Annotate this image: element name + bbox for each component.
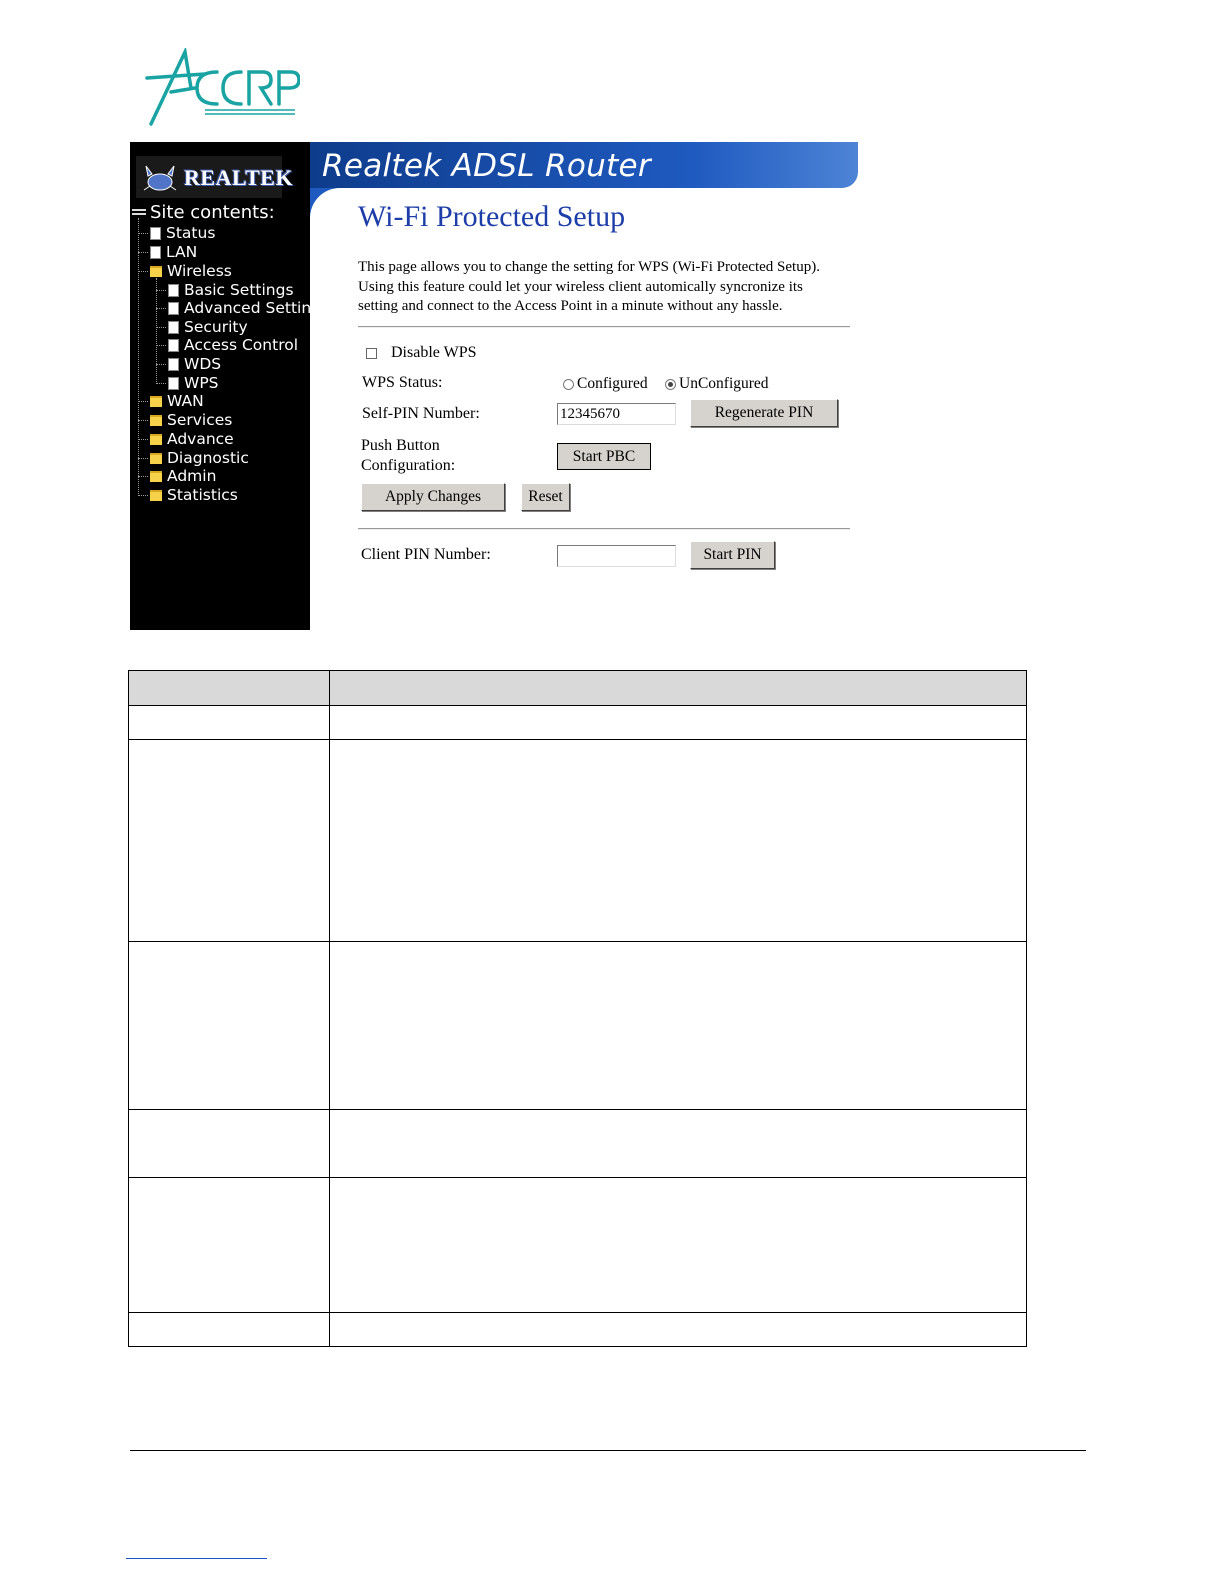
banner-curve bbox=[310, 188, 340, 218]
status-configured-radio[interactable] bbox=[563, 379, 574, 390]
crab-icon bbox=[140, 160, 180, 196]
document-icon bbox=[168, 377, 179, 390]
client-pin-input[interactable] bbox=[557, 545, 676, 567]
folder-icon bbox=[150, 434, 162, 445]
sidebar-item-services[interactable]: Services bbox=[138, 411, 232, 429]
folder-icon bbox=[150, 453, 162, 464]
site-contents-heading bbox=[132, 202, 275, 223]
document-icon bbox=[150, 246, 161, 259]
sidebar-item-security[interactable]: Security bbox=[156, 318, 248, 336]
document-icon bbox=[150, 227, 161, 240]
sidebar-item-status[interactable]: Status bbox=[138, 224, 215, 242]
sidebar-item-lan[interactable]: LAN bbox=[138, 243, 197, 261]
tree-root-icon bbox=[132, 207, 146, 219]
table-row bbox=[129, 1110, 1027, 1178]
start-pbc-button[interactable]: Start PBC bbox=[557, 443, 651, 470]
sidebar-item-admin[interactable]: Admin bbox=[138, 467, 216, 485]
table-row bbox=[129, 1178, 1027, 1313]
table-row bbox=[129, 1313, 1027, 1347]
divider bbox=[358, 528, 850, 530]
realtek-logo-text: REALTEK bbox=[184, 165, 294, 190]
folder-icon bbox=[150, 396, 162, 407]
pbc-label-line2: Configuration: bbox=[361, 457, 456, 474]
folder-icon bbox=[150, 490, 162, 501]
document-icon bbox=[168, 339, 179, 352]
page-description: This page allows you to change the setting for WPS (Wi-Fi Protected Setup). Using this feature could let your wireless client automically syncronize its setting and connect to the Access Point in a minute without any hassle. bbox=[358, 259, 820, 314]
site-contents-label: Site contents: bbox=[150, 202, 275, 223]
status-unconfigured-radio[interactable] bbox=[665, 379, 676, 390]
realtek-logo bbox=[136, 156, 294, 198]
footer-rule bbox=[130, 1450, 1086, 1451]
page-title: Wi-Fi Protected Setup bbox=[358, 200, 626, 233]
client-pin-label: Client PIN Number: bbox=[361, 546, 491, 563]
disable-wps-label: Disable WPS bbox=[391, 344, 477, 361]
status-unconfigured-label: UnConfigured bbox=[679, 375, 769, 392]
start-pin-button[interactable]: Start PIN bbox=[690, 541, 775, 569]
folder-icon bbox=[150, 471, 162, 482]
self-pin-label: Self-PIN Number: bbox=[362, 405, 480, 422]
self-pin-input[interactable] bbox=[557, 403, 676, 425]
sidebar-item-access-control[interactable]: Access Control bbox=[156, 336, 298, 354]
divider bbox=[358, 326, 850, 328]
status-configured-label: Configured bbox=[577, 375, 648, 392]
document-icon bbox=[168, 284, 179, 297]
router-screenshot bbox=[130, 142, 858, 630]
sidebar-item-statistics[interactable]: Statistics bbox=[138, 486, 238, 504]
folder-icon bbox=[150, 415, 162, 426]
wps-status-label: WPS Status: bbox=[362, 374, 443, 391]
document-icon bbox=[168, 321, 179, 334]
table-row bbox=[129, 740, 1027, 942]
sidebar-item-diagnostic[interactable]: Diagnostic bbox=[138, 449, 249, 467]
sidebar-item-advanced-setting[interactable]: Advanced Setting bbox=[156, 299, 321, 317]
sidebar-item-basic-settings[interactable]: Basic Settings bbox=[156, 281, 294, 299]
sidebar-item-wan[interactable]: WAN bbox=[138, 392, 204, 410]
table-header-row bbox=[129, 671, 1027, 706]
document-icon bbox=[168, 358, 179, 371]
document-icon bbox=[168, 302, 179, 315]
field-description-table bbox=[128, 670, 1027, 1347]
sidebar-item-wireless[interactable]: Wireless bbox=[138, 262, 232, 280]
sidebar-item-wps[interactable]: WPS bbox=[156, 374, 219, 392]
sidebar-item-wds[interactable]: WDS bbox=[156, 355, 221, 373]
sidebar-item-advance[interactable]: Advance bbox=[138, 430, 234, 448]
table-row bbox=[129, 706, 1027, 740]
footer-link-underline[interactable] bbox=[126, 1558, 267, 1559]
acorp-logo bbox=[145, 48, 300, 128]
folder-open-icon bbox=[150, 266, 162, 277]
apply-changes-button[interactable]: Apply Changes bbox=[361, 483, 505, 511]
pbc-label-line1: Push Button bbox=[361, 437, 440, 454]
regenerate-pin-button[interactable]: Regenerate PIN bbox=[690, 399, 838, 427]
reset-button[interactable]: Reset bbox=[521, 483, 570, 511]
banner-title: Realtek ADSL Router bbox=[322, 148, 651, 184]
disable-wps-checkbox[interactable] bbox=[366, 348, 377, 359]
table-row bbox=[129, 942, 1027, 1110]
